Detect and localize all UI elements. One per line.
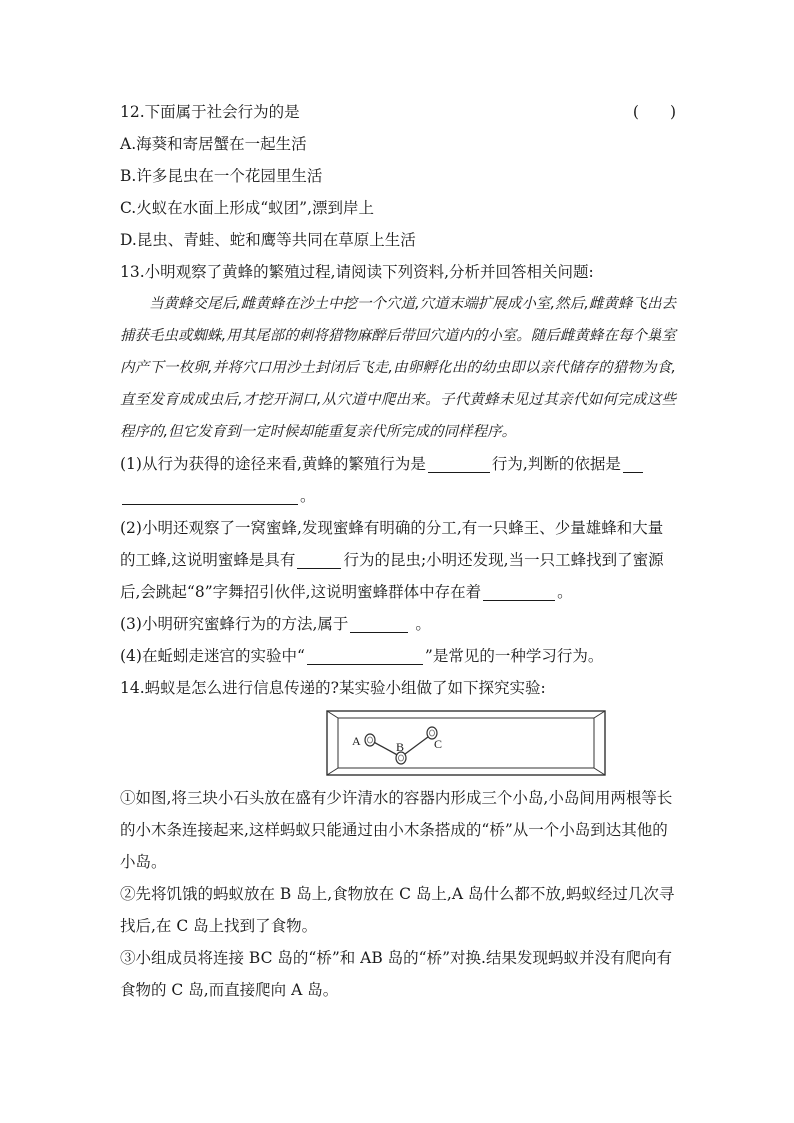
island-a [365, 734, 375, 746]
q13-sub2-text-a: (2)小明还观察了一窝蜜蜂,发现蜜蜂有明确的分工,有一只蜂王、少量雄蜂和大量的工蜂,这说明蜜蜂是具有 [120, 519, 664, 569]
q12-option-c: C.火蚁在水面上形成“蚁团”,漂到岸上 [120, 199, 375, 217]
q14-stem: 14.蚂蚁是怎么进行信息传递的?某实验小组做了如下探究实验: [120, 679, 546, 697]
worksheet-page [120, 96, 676, 1006]
ant-island-diagram [326, 710, 606, 776]
q12-answer-parentheses: ( ) [632, 103, 676, 121]
q13-sub1-line2 [120, 480, 676, 512]
q13-sub2-blank-2[interactable] [483, 599, 555, 601]
q13-sub4-blank[interactable] [307, 663, 423, 665]
q13-sub1-end: 。 [300, 487, 316, 505]
q13-sub2 [120, 512, 676, 608]
q13-sub2-blank-1[interactable] [297, 567, 341, 569]
container-corner-tl [327, 711, 338, 718]
q13-sub3-blank[interactable] [350, 631, 408, 633]
q13-sub2-end: 。 [557, 583, 573, 601]
q13-sub3 [120, 608, 676, 640]
q13-sub1-text-b: 行为,判断的依据是 [491, 455, 621, 473]
q14-step2: ②先将饥饿的蚂蚁放在 B 岛上,食物放在 C 岛上,A 岛什么都不放,蚂蚁经过几次寻找后,在 C 岛上找到了食物。 [120, 885, 675, 935]
q12-option-a: A.海葵和寄居蟹在一起生活 [120, 135, 307, 153]
ant-island-svg [326, 710, 606, 776]
label-c: C [434, 737, 443, 751]
q13-sub2-text-b: 行为的昆虫;小明还发现,当一只工蜂找到了蜜源后,会跳起“8”字舞招引伙伴,这说明蜜蜂群体中存在着 [120, 551, 664, 601]
q14-step1: ①如图,将三块小石头放在盛有少许清水的容器内形成三个小岛,小岛间用两根等长的小木条连接起来,这样蚂蚁只能通过由小木条搭成的“桥”从一个小岛到达其他的小岛。 [120, 789, 673, 871]
q13-sub3-text: (3)小明研究蜜蜂行为的方法,属于 [120, 615, 349, 633]
q12-option-d: D.昆虫、青蛙、蛇和鹰等共同在草原上生活 [120, 231, 416, 249]
q13-sub4-text-b: ”是常见的一种学习行为。 [424, 647, 604, 665]
q13-sub1-blank-2[interactable] [122, 503, 298, 505]
q13-sub1-text-a: (1)从行为获得的途径来看,黄蜂的繁殖行为是 [120, 455, 426, 473]
q13-sub4-text-a: (4)在蚯蚓走迷宫的实验中“ [120, 647, 305, 665]
q13-sub1-line1 [120, 448, 676, 480]
q13-sub3-end: 。 [415, 615, 431, 633]
container-corner-br [594, 768, 605, 775]
q12-option-b: B.许多昆虫在一个花园里生活 [120, 167, 323, 185]
q14-figure-area [120, 704, 676, 782]
q13-stem: 13.小明观察了黄蜂的繁殖过程,请阅读下列资料,分析并回答相关问题: [120, 263, 594, 281]
bridge-bc [401, 734, 432, 757]
label-b: B [396, 740, 405, 754]
q13-sub1-blank-2-start[interactable] [623, 471, 643, 473]
container-corner-tr [594, 711, 605, 718]
q13-reading-passage: 当黄蜂交尾后,雌黄蜂在沙土中挖一个穴道,穴道末端扩展成小室,然后,雌黄蜂飞出去捕获毛虫或蜘蛛,用其尾部的刺将猎物麻醉后带回穴道内的小室。随后雌黄蜂在每个巢室内产下一枚卵,并将穴口用沙土封闭后飞走,由卵孵化出的幼虫即以亲代储存的猎物为食,直至发育成成虫后,才挖开洞口,从穴道中爬出来。子代黄蜂未见过其亲代如何完成这些程序的,但它发育到一定时候却能重复亲代所完成的同样程序。 [120, 296, 676, 440]
q13-sub4 [120, 640, 676, 672]
q14-step3: ③小组成员将连接 BC 岛的“桥”和 AB 岛的“桥”对换.结果发现蚂蚁并没有爬向有食物的 C 岛,而直接爬向 A 岛。 [120, 949, 672, 999]
label-a: A [352, 734, 361, 748]
q13-sub1-blank-1[interactable] [428, 471, 490, 473]
q12-stem: 12.下面属于社会行为的是 [120, 103, 300, 121]
container-corner-bl [327, 768, 338, 775]
q12-stem-line [120, 96, 676, 128]
